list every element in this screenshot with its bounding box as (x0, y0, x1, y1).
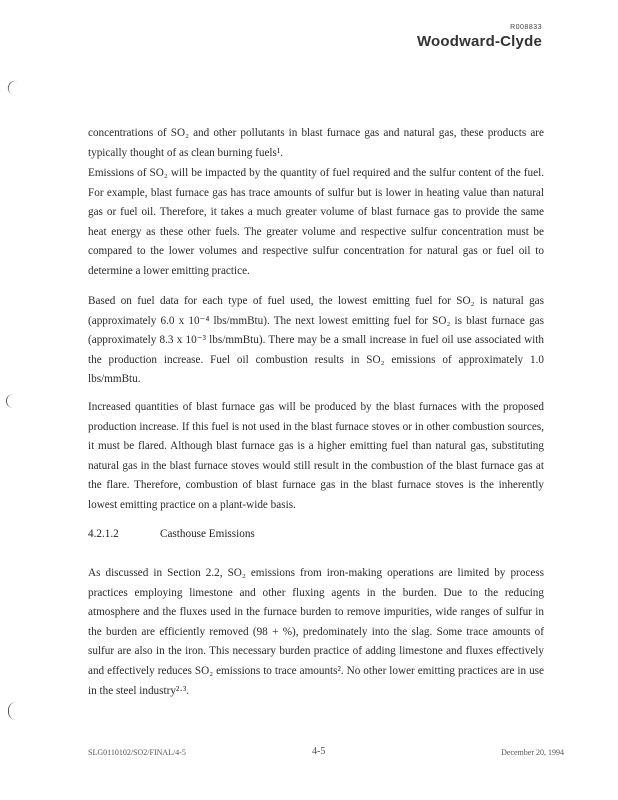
binder-hole-mark (8, 702, 17, 720)
section-title: Casthouse Emissions (160, 528, 255, 540)
binder-hole-mark (6, 394, 15, 408)
paragraph-1: concentrations of SO₂ and other pollutants in blast furnace gas and natural gas, these products are typically thought of as clean burning fuels¹. (88, 127, 544, 159)
paragraph-4: Increased quantities of blast furnace gas will be produced by the blast furnaces with the proposed production increase. If this fuel is not used in the blast furnace stoves or in other combustion sources, it must be flared. Although blast furnace gas is a higher emitting fuel than natural gas, substituting natural gas in the blast furnace stoves would still result in the combustion of the blast furnace gas at the flare. Therefore, combustion of blast furnace gas in the blast furnace stoves is the inherently lowest emitting practice on a plant-wide basis. (88, 401, 544, 511)
document-code: R008833 (510, 24, 542, 31)
paragraph-2: Emissions of SO₂ will be impacted by the quantity of fuel required and the sulfur content of the fuel. For example, blast furnace gas has trace amounts of sulfur but is lower in heating value than natural gas or fuel oil. Therefore, it takes a much greater volume of blast furnace gas to provide the same heat energy as these other fuels. The greater volume and respective sulfur concentration must be compared to the lower volumes and respective sulfur concentration for natural gas or fuel oil to determine a lower emitting practice. (88, 167, 544, 277)
section-heading (88, 528, 255, 540)
paragraph-5: As discussed in Section 2.2, SO₂ emissions from iron-making operations are limited by process practices employing limestone and other fluxing agents in the burden. Due to the reducing atmosphere and the fluxes used in the furnace burden to remove impurities, wide ranges of sulfur in the burden are efficiently removed (98 + %), predominately into the slag. Some trace amounts of sulfur are also in the iron. This necessary burden practice of adding limestone and fluxes effectively and effectively reduces SO₂ emissions to trace amounts². No other lower emitting practices are in use in the steel industry²·³. (88, 567, 544, 697)
page-header (417, 24, 542, 50)
footer-date: December 20, 1994 (501, 748, 564, 757)
page-footer (88, 748, 564, 760)
page-number: 4-5 (312, 746, 326, 757)
paragraph-3: Based on fuel data for each type of fuel used, the lowest emitting fuel for SO₂ is natural gas (approximately 6.0 x 10⁻⁴ lbs/mmBtu). The next lowest emitting fuel for SO₂ is blast furnace gas (approximately 8.3 x 10⁻³ lbs/mmBtu). There may be a small increase in fuel oil use associated with the production increase. Fuel oil combustion results in SO₂ emissions of approximately 1.0 lbs/mmBtu. (88, 295, 544, 386)
binder-hole-mark (6, 79, 19, 95)
company-logo-text: Woodward-Clyde (416, 33, 542, 50)
section-number: 4.2.1.2 (88, 528, 119, 540)
footer-file-reference: SLG0110102/SO2/FINAL/4-5 (88, 748, 186, 757)
